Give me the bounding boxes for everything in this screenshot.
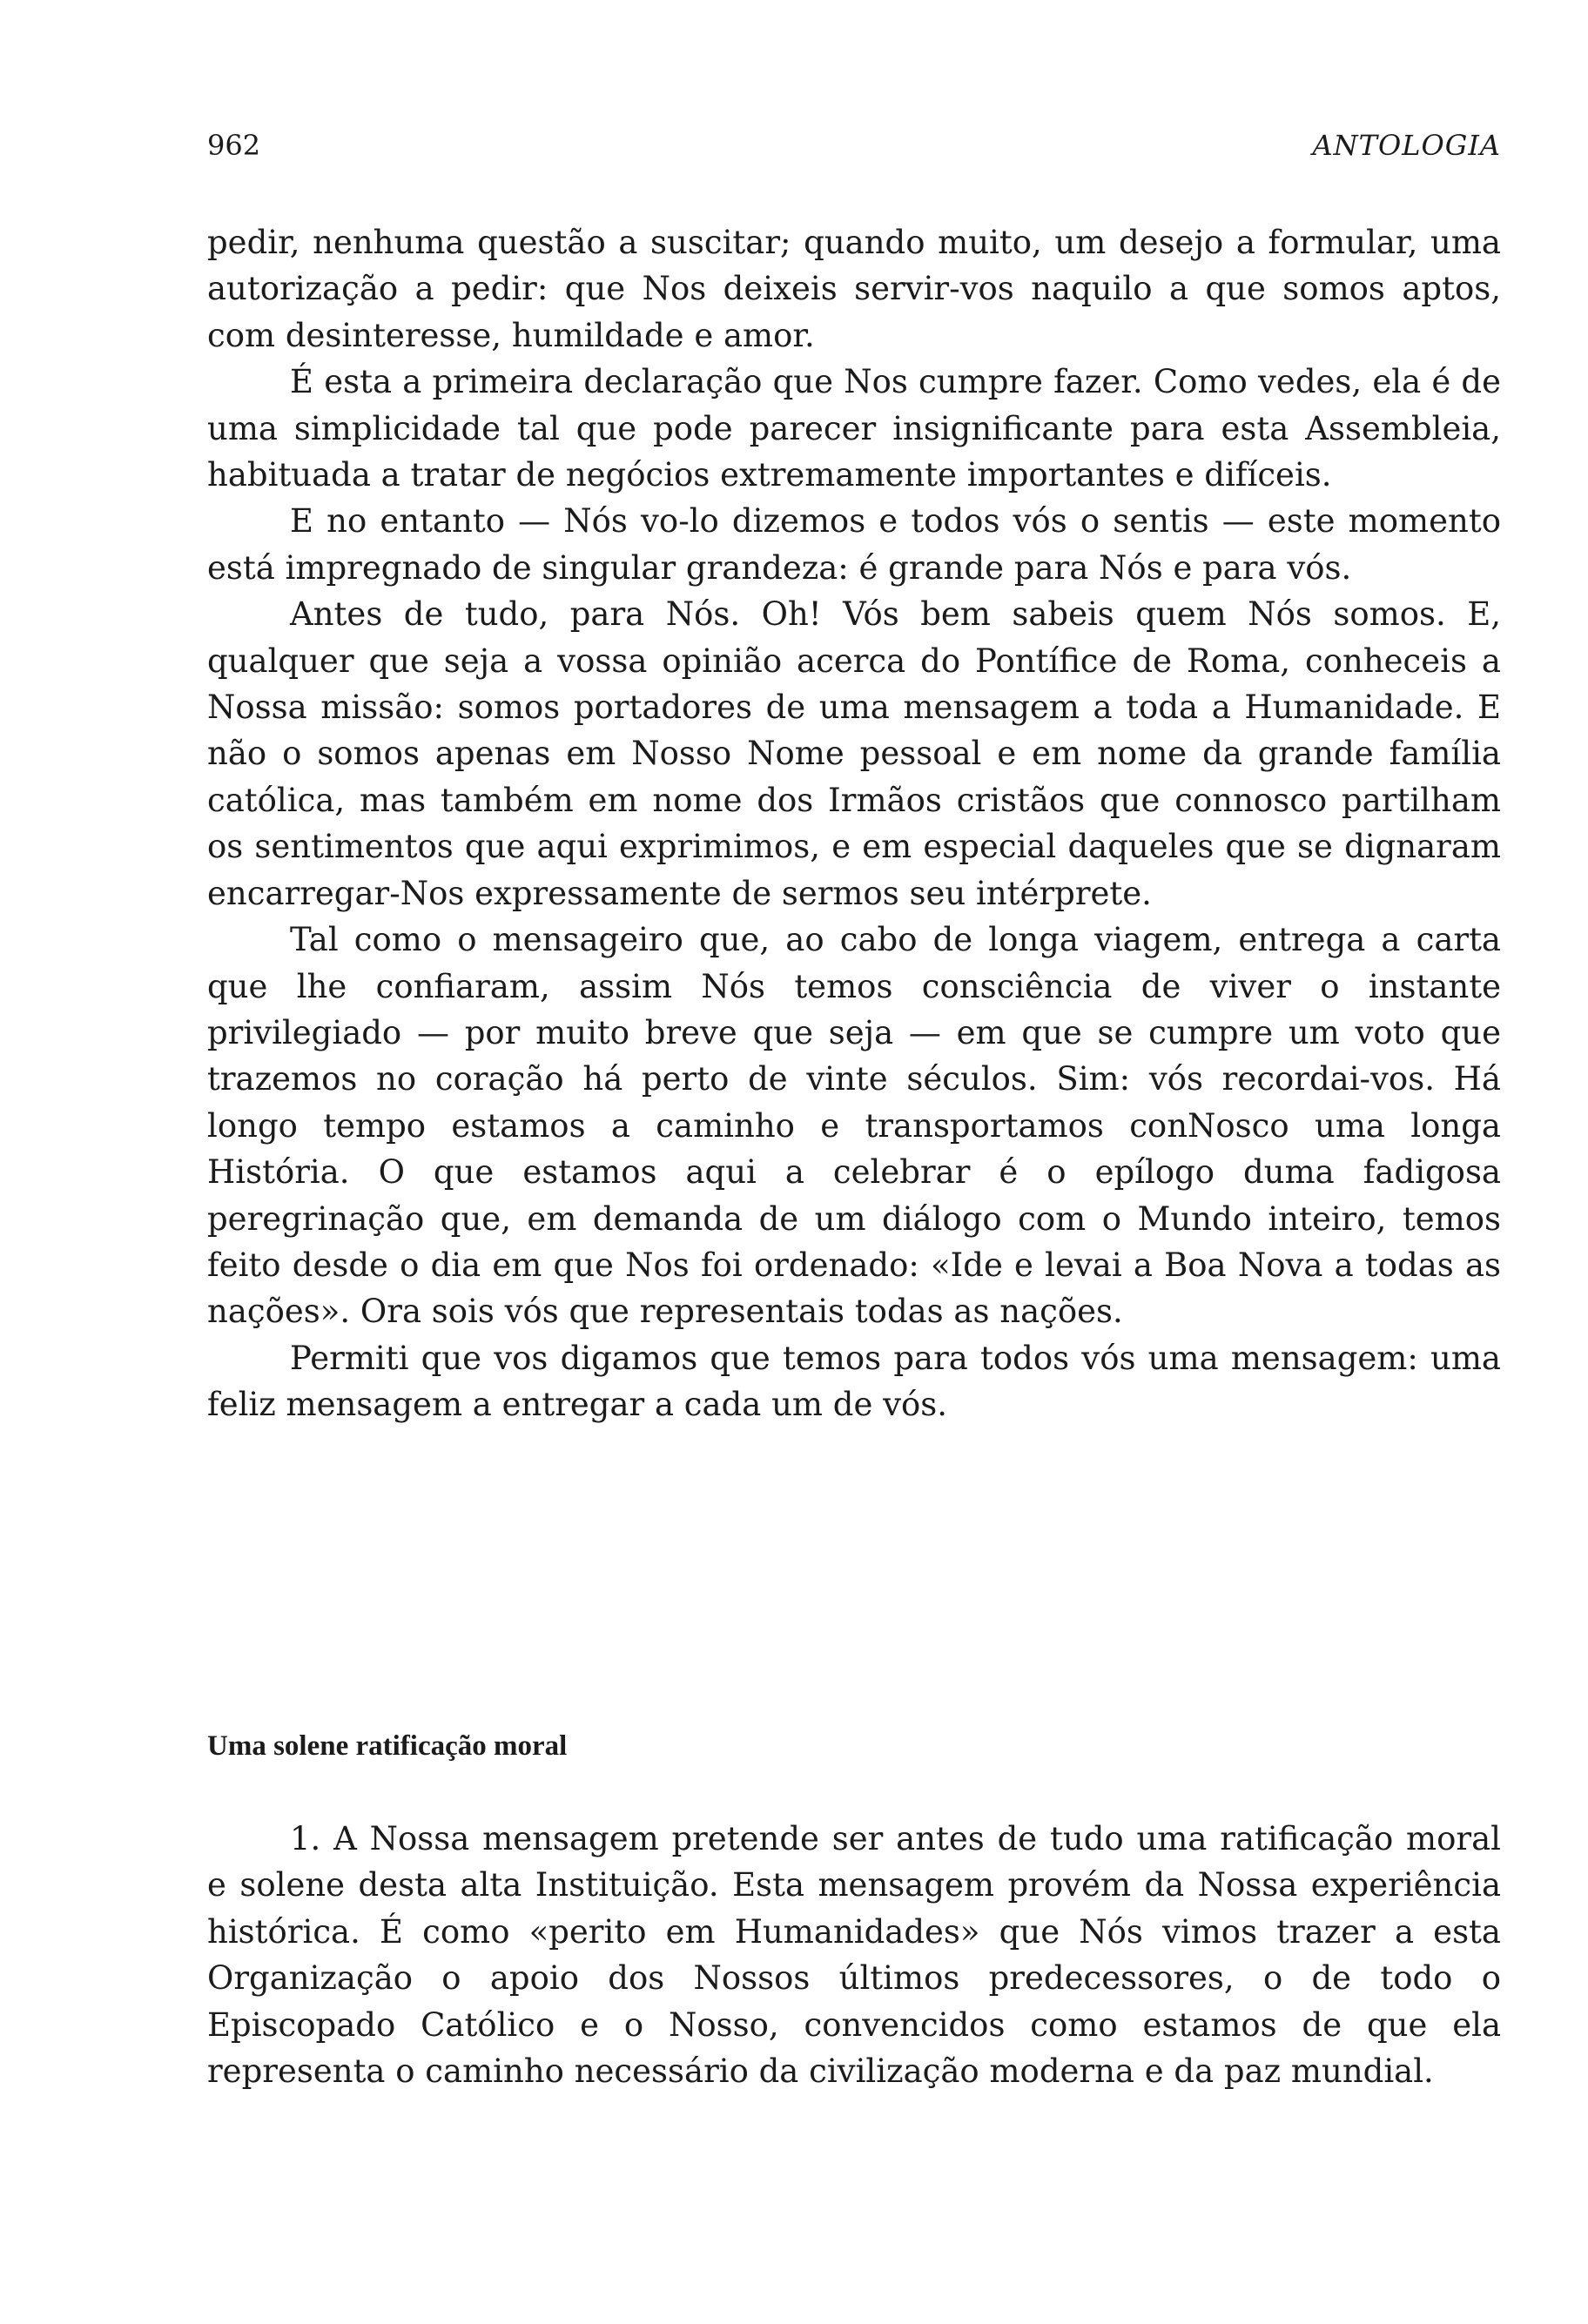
section-heading: Uma solene ratificação moral xyxy=(207,1730,568,1762)
paragraph: E no entanto — Nós vo-lo dizemos e todos vós o sentis — este momento está impregnado de singular grandeza: é grande para Nós e para vós. xyxy=(207,502,1501,587)
paragraph-continuation: pedir, nenhuma questão a suscitar; quando muito, um desejo a formular, uma autorização a pedir: que Nos deixeis servir-vos naquilo a que somos aptos, com desinteresse, humildade e amor. xyxy=(207,224,1501,354)
running-title: ANTOLOGIA xyxy=(1312,129,1501,162)
body-text xyxy=(207,219,1501,1428)
numbered-paragraph: 1. A Nossa mensagem pretende ser antes de tudo uma ratificação moral e solene desta alta Instituição. Esta mensagem provém da Nossa experiência histórica. É como «perito em Humanidades» que Nós vimos trazer a esta Organização o apoio dos Nossos últimos predecessores, o de todo o Episcopado Católico e o Nosso, convencidos como estamos de que ela representa o caminho necessário da civilização moderna e da paz mundial. xyxy=(207,1820,1501,2091)
paragraph: É esta a primeira declaração que Nos cumpre fazer. Como vedes, ela é de uma simplicidade tal que pode parecer insignificante para esta Assembleia, habituada a tratar de negócios extremamente importantes e difíceis. xyxy=(207,363,1501,494)
paragraph: Tal como o mensageiro que, ao cabo de longa viagem, entrega a carta que lhe confiaram, assim Nós temos consciência de viver o instante privilegiado — por muito breve que seja — em que se cumpre um voto que trazemos no coração há perto de vinte séculos. Sim: vós recordai-vos. Há longo tempo estamos a caminho e transportamos conNosco uma longa História. O que estamos aqui a celebrar é o epílogo duma fadigosa peregrinação que, em demanda de um diálogo com o Mundo inteiro, temos feito desde o dia em que Nos foi ordenado: «Ide e levai a Boa Nova a todas as nações». Ora sois vós que representais todas as nações. xyxy=(207,921,1501,1331)
section-body xyxy=(207,1816,1501,2094)
paragraph: Antes de tudo, para Nós. Oh! Vós bem sabeis quem Nós somos. E, qualquer que seja a vossa opinião acerca do Pontífice de Roma, conheceis a Nossa missão: somos portadores de uma mensagem a toda a Humanidade. E não o somos apenas em Nosso Nome pessoal e em nome da grande família católica, mas também em nome dos Irmãos cristãos que connosco partilham os sentimentos que aqui exprimimos, e em especial daqueles que se dignaram encarregar-Nos expressamente de sermos seu intérprete. xyxy=(207,595,1501,912)
paragraph: Permiti que vos digamos que temos para todos vós uma mensagem: uma feliz mensagem a entregar a cada um de vós. xyxy=(207,1339,1501,1424)
page-number: 962 xyxy=(207,129,261,162)
running-head xyxy=(207,129,1501,164)
